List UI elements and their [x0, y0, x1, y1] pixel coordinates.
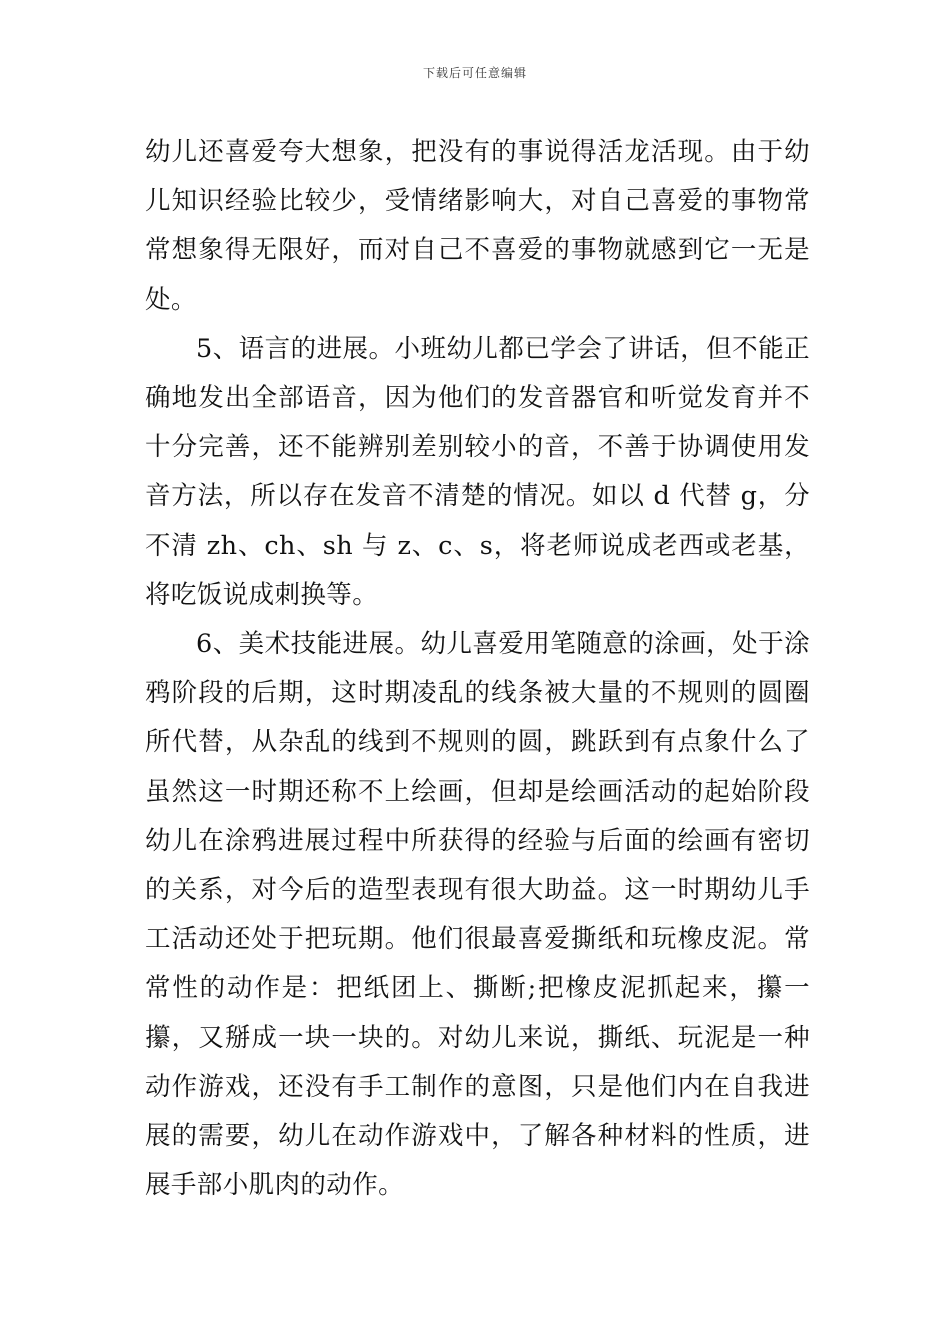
paragraph-imagination: 幼儿还喜爱夸大想象，把没有的事说得活龙活现。由于幼儿知识经验比较少，受情绪影响大，对自己喜爱的事物常常想象得无限好，而对自己不喜爱的事物就感到它一无是处。 — [145, 137, 810, 315]
document-body — [145, 128, 810, 1210]
paragraph-language-development: 5、语言的进展。小班幼儿都已学会了讲话，但不能正确地发出全部语音，因为他们的发音器官和听觉发育并不十分完善，还不能辨别差别较小的音，不善于协调使用发音方法，所以存在发音不清楚的情况。如以 d 代替 g，分不清 zh、ch、sh 与 z、c、s，将老师说成老西或老基，将吃饭说成刺换等。 — [145, 333, 810, 610]
page-header: 下载后可任意编辑 — [422, 66, 527, 80]
paragraph-art-skills-development: 6、美术技能进展。幼儿喜爱用笔随意的涂画，处于涂鸦阶段的后期，这时期凌乱的线条被大量的不规则的圆圈所代替，从杂乱的线到不规则的圆，跳跃到有点象什么了虽然这一时期还称不上绘画，但却是绘画活动的起始阶段幼儿在涂鸦进展过程中所获得的经验与后面的绘画有密切的关系，对今后的造型表现有很大助益。这一时期幼儿手工活动还处于把玩期。他们很最喜爱撕纸和玩橡皮泥。常常性的动作是：把纸团上、撕断;把橡皮泥抓起来，攥一攥，又掰成一块一块的。对幼儿来说，撕纸、玩泥是一种动作游戏，还没有手工制作的意图，只是他们内在自我进展的需要，幼儿在动作游戏中，了解各种材料的性质，进展手部小肌肉的动作。 — [145, 629, 810, 1201]
